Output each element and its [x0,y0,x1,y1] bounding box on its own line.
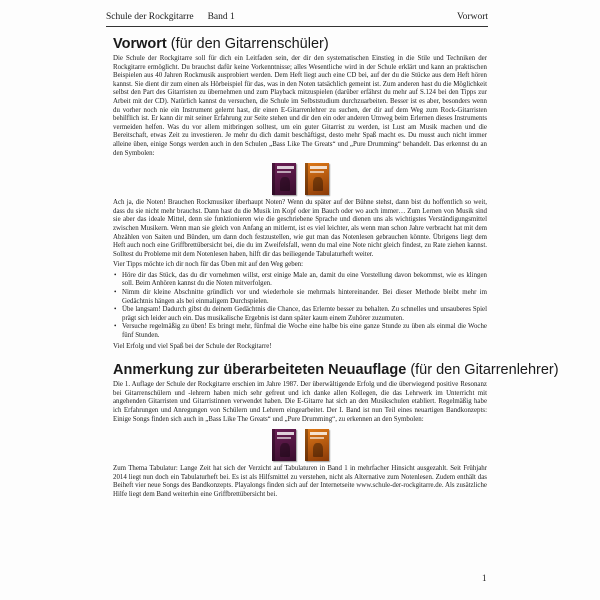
vorwort-paragraph-1: Die Schule der Rockgitarre soll für dich ein Leitfaden sein, der dir den systematischen Einstieg in die Stile und Techniken der Rockgitarre ermöglicht. Du brauchst dafür keine Vorkenntnisse; alles Wesentliche wird in der Schule erklärt und kann an praktischen Beispielen aus 40 Jahren Rockmusik ausprobiert werden. Dem Heft liegt auch eine CD bei, auf der du die Stücke aus dem Heft hören kannst. Sie dient dir zum einen als Hörbeispiel für das, was in den Noten tatsächlich gemeint ist. Zum anderen hast du die Möglichkeit selbst den Part des Gitarristen zu übernehmen und zum Playback mitzuspielen (darüber erfährst du mehr auf S.124 bei den Tipps zur Arbeit mit der CD). Natürlich kannst du versuchen, die Schule im Selbststudium durchzuarbeiten. Besser ist es aber, besonders wenn du vorher noch nie ein Instrument gelernt hast, dir einen E-Gitarrenlehrer zu suchen, der dir auf dem Weg zum Rock-Gitarristen behilflich ist. Er kann dir mit seiner Erfahrung zur Seite stehen und dir den ein oder anderen Umweg beim Erlernen dieses Instruments vermeiden helfen. Was du vor allem mitbringen solltest, um ein guter Gitarrist zu werden, ist Lust am Musik machen und die Bereitschaft, etwas Zeit zu investieren. Je mehr du dich damit beschäftigst, desto mehr Spaß macht es. Du musst auch nicht immer alleine üben, einige Songs werden auch in den Schulen „Bass Like The Greats“ und „Pure Drumming“ behandelt. Das erkennst du an den Symbolen: [113,55,487,157]
page-content [113,36,559,502]
running-header [106,12,488,27]
list-item: • Übe langsam! Dadurch gibst du deinem Gedächtnis die Chance, das Erlernte besser zu behalten. Zu schnelles und unsauberes Spiel prägt sich leider auch ein. Das musikalische Ergebnis ist dann später kaum einem Zuhörer zuzumuten. [122,306,487,323]
header-left [106,12,235,22]
heading-subtitle: (für den Gitarrenschüler) [170,36,329,52]
heading-subtitle: (für den Gitarrenlehrer) [410,362,559,379]
vorwort-closing: Viel Erfolg und viel Spaß bei der Schule der Rockgitarre! [113,342,272,350]
list-item: • Versuche regelmäßig zu üben! Es bringt mehr, fünfmal die Woche eine halbe bis eine ganze Stunde zu üben als einmal die Woche fünf Stunden. [122,323,487,340]
book-symbols [113,429,487,461]
header-volume: Band 1 [207,12,235,22]
anmerkung-paragraph-1: Die 1. Auflage der Schule der Rockgitarre erschien im Jahre 1987. Der überwältigende Erfolg und die überwiegend positive Resonanz bei Gitarrenschülern und -lehrern haben mich sehr gefreut und ich danke allen Kollegen, die das Lehrwerk im Unterricht mit angehenden Gitarristen und Gitarristinnen verwendet haben. Die E-Gitarre hat sich an den Musikschulen etabliert. Regelmäßig habe ich Erfahrungen und Anregungen von Schülern und Lehrern eingearbeitet. Der I. Band ist nun Teil eines neuartigen Bandkonzepts: Einige Songs finden sich auch in „Bass Like The Greats“ und „Pure Drumming“, zu erkennen an den Symbolen: [113,381,487,423]
heading-title: Anmerkung zur überarbeiteten Neuauflage [113,362,407,379]
book-symbols [113,163,487,195]
header-section: Vorwort [457,12,488,22]
section-heading-vorwort [113,36,487,52]
section-heading-anmerkung [113,362,559,379]
drum-book-icon [305,163,329,195]
anmerkung-paragraph-2: Zum Thema Tabulatur: Lange Zeit hat sich der Verzicht auf Tabulaturen in Band 1 in mehrfacher Hinsicht ausgezahlt. Seit Frühjahr 2014 liegt nun doch ein Tabulaturheft bei. Es ist als Hilfsmittel zu verstehen, nicht als Alternative zum Notenlesen. Zudem enthält das Beiheft vier neue Songs des Bandkonzepts. Playalongs finden sich auf der Internetseite www.schule-der-rockgitarre.de. Als zusätzliche Hilfe liegt dem Band weiterhin eine Griffbrettübersicht bei. [113,465,487,498]
drum-book-icon [305,429,329,461]
bass-book-icon [272,429,296,461]
list-item: • Nimm dir kleine Abschnitte gründlich vor und wiederhole sie mehrmals hintereinander. Bei dieser Methode bleibt mehr im Gedächtnis hängen als bei einmaligem Durchspielen. [122,289,487,306]
vorwort-paragraph-2: Ach ja, die Noten! Brauchen Rockmusiker überhaupt Noten? Wenn du später auf der Bühne stehst, dann bist du hoffentlich so weit, dass du sie nicht mehr brauchst. Dann hast du die Musik im Kopf oder im Bauch oder wo auch immer… Zum Lernen von Musik sind sie aber das ideale Mittel, denn sie funktionieren wie die geschriebene Sprache und dienen uns als wichtigstes Verständigungsmittel zwischen Musikern. Wenn man sie gleich von Anfang an mitlernt, ist es viel leichter, als wenn man schon Jahre verbracht hat mit dem Abzählen von Saiten und Bünden, um dann doch festzustellen, wie gut man das Notenlesen gebrauchen könnte. Übrigens liegt dem Heft auch noch eine Griffbrettübersicht bei, die du im Zweifelsfall, wenn du mal eine Note nicht gleich findest, zu Rate ziehen kannst. Solltest du Probleme mit dem Notenlesen haben, hilft dir das beiliegende Tabulaturheft weiter. [113,199,487,258]
page-number: 1 [482,573,487,583]
header-book-title: Schule der Rockgitarre [106,12,194,22]
tips-list [113,272,487,341]
bass-book-icon [272,163,296,195]
list-item: • Höre dir das Stück, das du dir vornehmen willst, erst einige Male an, damit du eine Vorstellung davon bekommst, wie es klingen soll. Beim Anhören kannst du die Noten mitverfolgen. [122,272,487,289]
heading-title: Vorwort [113,36,167,52]
tips-intro: Vier Tipps möchte ich dir noch für das Üben mit auf den Weg geben: [113,261,304,269]
